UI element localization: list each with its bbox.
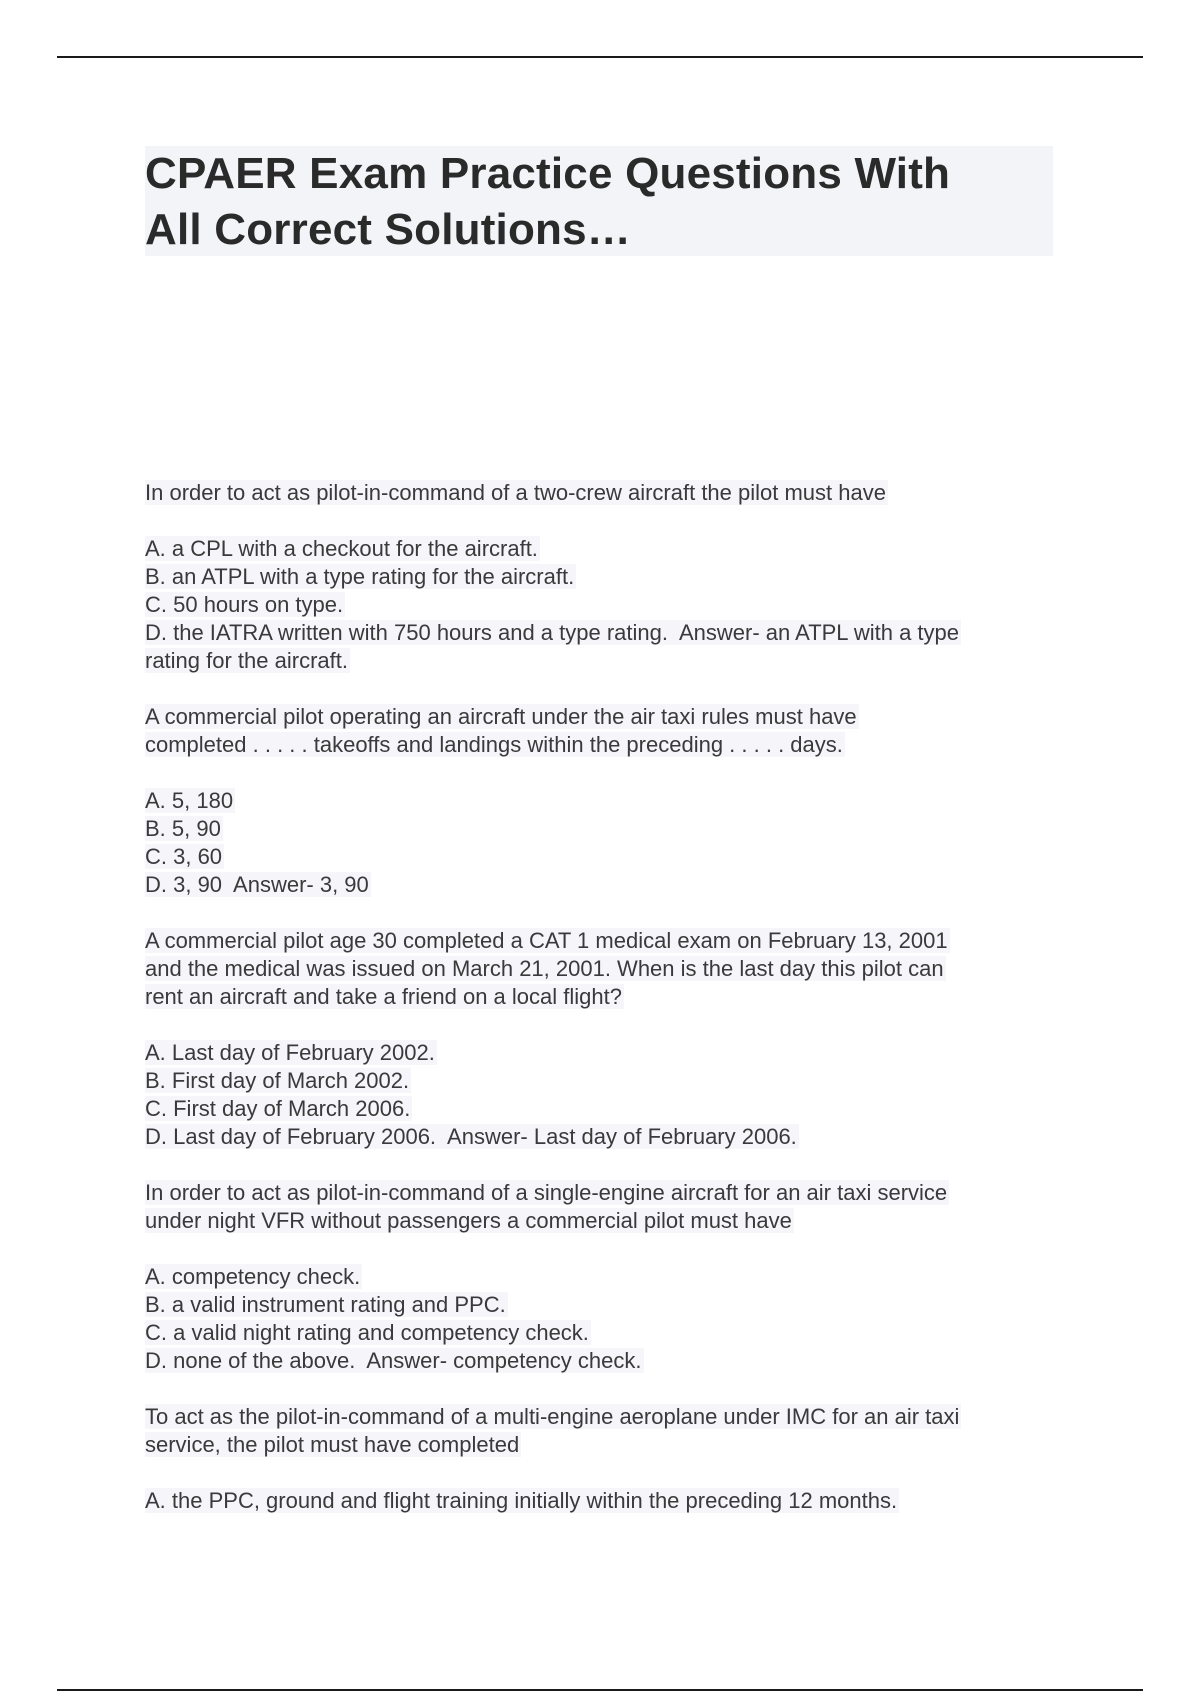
answer-option: A. Last day of February 2002. (145, 1040, 435, 1065)
question-prompt-line: A commercial pilot operating an aircraft under the air taxi rules must have (145, 704, 857, 729)
question-prompt-line: rent an aircraft and take a friend on a local flight? (145, 984, 622, 1009)
question-2 (145, 703, 1065, 899)
question-5 (145, 1403, 1065, 1515)
answer-option: C. First day of March 2006. (145, 1096, 411, 1121)
answer-option: C. 3, 60 (145, 844, 223, 869)
question-prompt-line: In order to act as pilot-in-command of a single-engine aircraft for an air taxi service (145, 1180, 948, 1205)
question-4 (145, 1179, 1065, 1375)
question-prompt-line: A commercial pilot age 30 completed a CAT 1 medical exam on February 13, 2001 (145, 928, 948, 953)
answer-option: A. 5, 180 (145, 788, 234, 813)
question-1 (145, 479, 1065, 675)
document-title (145, 146, 1053, 258)
answer-option: B. a valid instrument rating and PPC. (145, 1292, 506, 1317)
answer-option: D. the IATRA written with 750 hours and a type rating. Answer- an ATPL with a type (145, 620, 959, 645)
question-prompt-line: To act as the pilot-in-command of a multi-engine aeroplane under IMC for an air taxi (145, 1404, 960, 1429)
answer-option: B. an ATPL with a type rating for the aircraft. (145, 564, 575, 589)
question-prompt-line: under night VFR without passengers a commercial pilot must have (145, 1208, 792, 1233)
question-prompt-line: and the medical was issued on March 21, 2001. When is the last day this pilot can (145, 956, 944, 981)
document-title-line-2: All Correct Solutions… (145, 205, 631, 254)
answer-option: D. Last day of February 2006. Answer- Last day of February 2006. (145, 1124, 797, 1149)
answer-option: A. a CPL with a checkout for the aircraft. (145, 536, 538, 561)
answer-option: A. competency check. (145, 1264, 361, 1289)
page-top-rule (57, 56, 1143, 58)
question-3 (145, 927, 1065, 1151)
answer-option: A. the PPC, ground and flight training initially within the preceding 12 months. (145, 1488, 898, 1513)
answer-option: C. a valid night rating and competency check. (145, 1320, 589, 1345)
question-prompt-line: In order to act as pilot-in-command of a two-crew aircraft the pilot must have (145, 480, 886, 505)
answer-option: C. 50 hours on type. (145, 592, 344, 617)
document-title-block (145, 146, 1053, 256)
answer-option: B. 5, 90 (145, 816, 221, 841)
question-prompt-line: service, the pilot must have completed (145, 1432, 520, 1457)
document-title-line-1: CPAER Exam Practice Questions With (145, 149, 951, 198)
question-list (145, 479, 1065, 1515)
answer-option: B. First day of March 2002. (145, 1068, 410, 1093)
answer-option: D. none of the above. Answer- competency check. (145, 1348, 642, 1373)
question-prompt-line: completed . . . . . takeoffs and landings within the preceding . . . . . days. (145, 732, 843, 757)
page-bottom-rule (57, 1689, 1143, 1691)
answer-option: D. 3, 90 Answer- 3, 90 (145, 872, 369, 897)
answer-option: rating for the aircraft. (145, 648, 348, 673)
